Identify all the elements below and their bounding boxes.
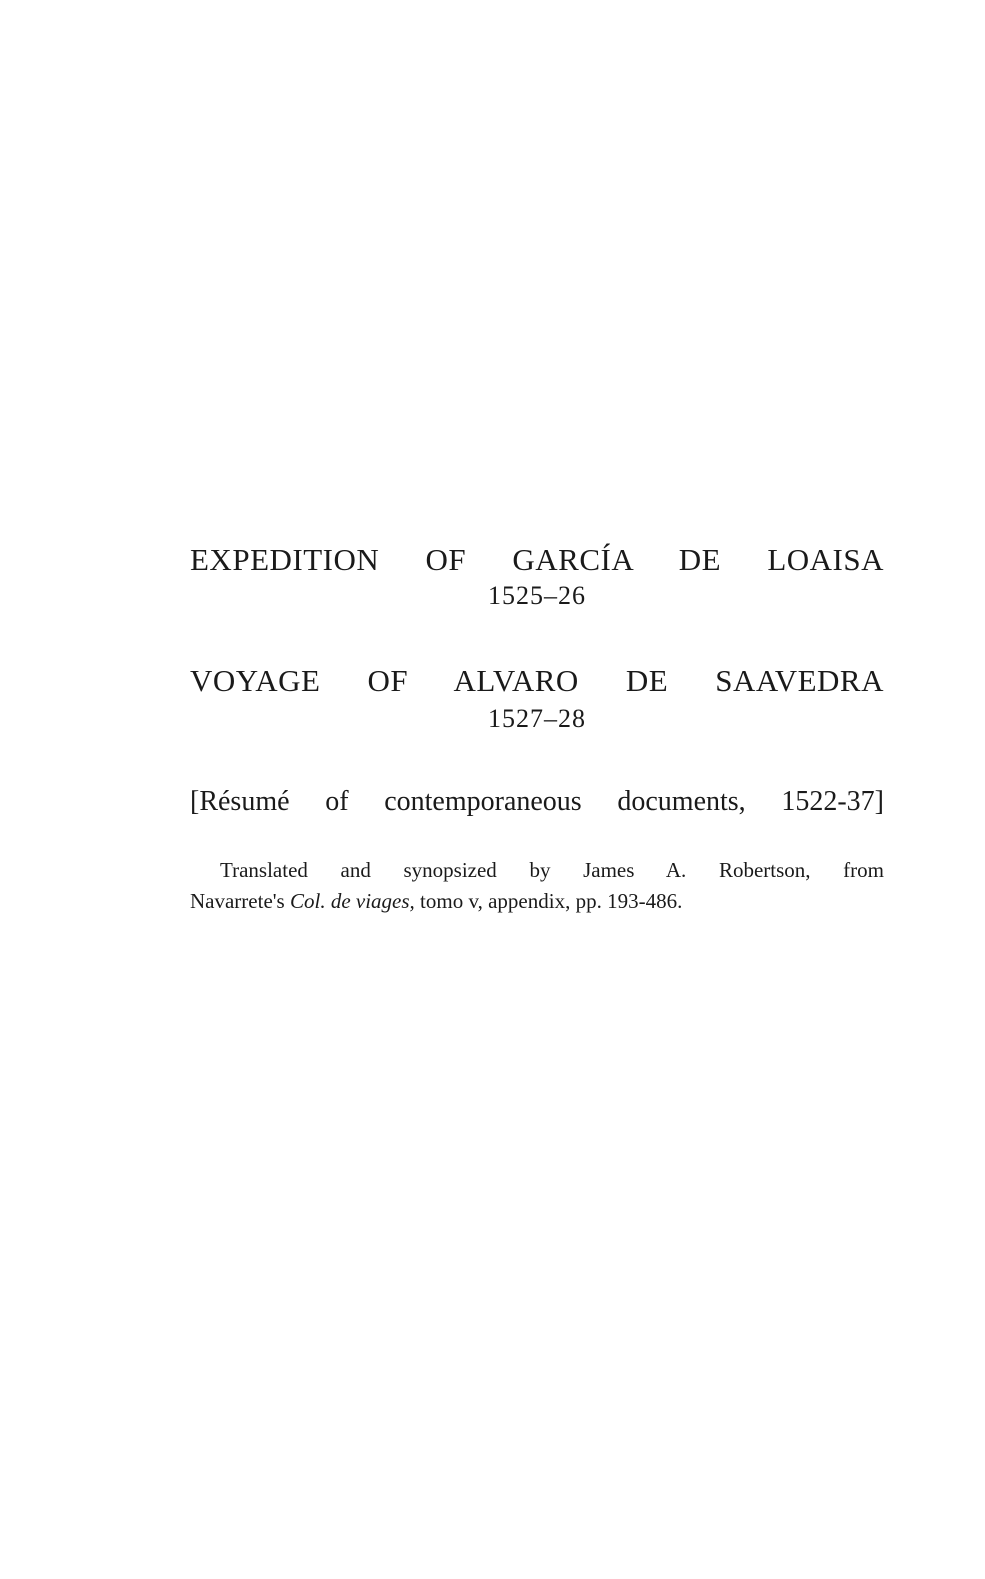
credit-line-1: Translated and synopsized by James A. Robertson, from (220, 858, 884, 882)
expedition-title: EXPEDITION OF GARCÍA DE LOAISA (190, 542, 884, 577)
expedition-years: 1525–26 (488, 581, 586, 610)
resume-note: [Résumé of contemporaneous documents, 1522-37] (190, 786, 884, 817)
credit-line-2 (190, 886, 884, 917)
source-title: Col. de viages, (289, 889, 415, 913)
voyage-title: VOYAGE OF ALVARO DE SAAVEDRA (190, 663, 884, 698)
translation-credit (190, 855, 884, 917)
voyage-years: 1527–28 (488, 704, 586, 733)
credit-line-2-suffix: tomo v, appendix, pp. 193-486. (414, 889, 683, 913)
credit-line-2-prefix: Navarrete's (190, 889, 290, 913)
